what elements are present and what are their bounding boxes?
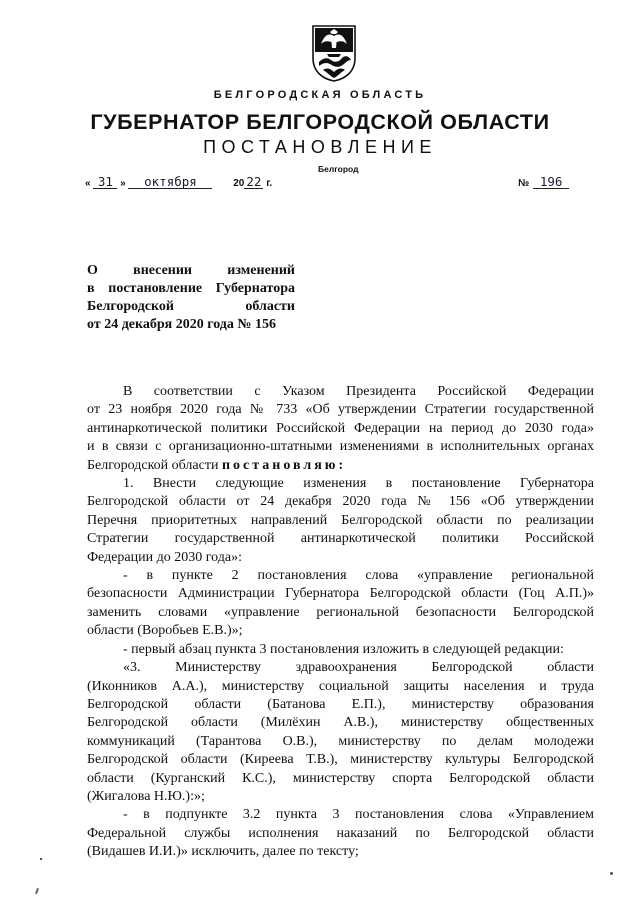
body-line: 1. Внести следующие изменения в постановление Губернатора [123, 476, 594, 492]
coat-of-arms-emblem [311, 24, 357, 82]
decree-word: постановляю: [221, 457, 347, 473]
region-heading: БЕЛГОРОДСКАЯ ОБЛАСТЬ [213, 89, 427, 101]
body-line: Федерации до 2030 года»: [87, 549, 242, 565]
document-subject [87, 262, 295, 334]
body-line: коммуникаций (Тарантова О.В.), министерству по делам молодежи [87, 733, 594, 749]
body-line: и в связи с организационно-штатными изменениями в исполнительных органах [87, 439, 594, 455]
date-open-quote: « [85, 178, 91, 189]
subject-line: в постановление Губернатора [87, 281, 295, 296]
date-close-quote: » [120, 178, 126, 189]
body-line: от 23 ноября 2020 года № 733 «Об утверждении Стратегии государственной [87, 402, 594, 418]
body-line: антинаркотической политики Российской Федерации на период до 2030 года» [87, 420, 594, 436]
date-day: 31 [93, 176, 117, 189]
date-year-unit: г. [266, 178, 273, 189]
body-line: «3. Министерству здравоохранения Белгородской области [123, 660, 594, 676]
body-line: Федеральной службы исполнения наказаний по Белгородской области [87, 825, 594, 841]
subject-line: О внесении изменений [87, 263, 295, 278]
body-line: Белгородской области от 24 декабря 2020 года № 156 «Об утверждении [87, 494, 594, 510]
body-line: - первый абзац пункта 3 постановления изложить в следующей редакции: [123, 641, 564, 657]
document-body [87, 383, 594, 862]
city-label: Белгород [318, 164, 359, 174]
body-line: Белгородской области (Киреева Т.В.), министерству культуры Белгородской [87, 752, 594, 768]
body-line: (Жигалова Н.Ю.):»; [87, 788, 205, 804]
number-value: 196 [533, 176, 569, 189]
body-line: В соответствии с Указом Президента Российской Федерации [123, 384, 594, 399]
subject-line: от 24 декабря 2020 года № 156 [87, 317, 276, 332]
body-line: Перечня приоритетных направлений Белгородской области по реализации [87, 512, 594, 528]
scan-speck [35, 888, 39, 894]
governor-heading: ГУБЕРНАТОР БЕЛГОРОДСКОЙ ОБЛАСТИ [90, 110, 550, 134]
body-line: Белгородской области (Милёхин А.В.), министерству общественных [87, 715, 594, 731]
body-line: Стратегии государственной антинаркотической политики Российской [87, 531, 594, 547]
body-line: Белгородской области (Батанова Е.П.), министерству образования [87, 696, 594, 712]
subject-line: Белгородской области [87, 299, 295, 314]
date-month: октября [128, 176, 212, 189]
body-line: заменить словами «управление региональной безопасности Белгородской [87, 604, 594, 620]
body-line: области (Воробьев Е.В.)»; [87, 623, 243, 639]
scan-speck [610, 872, 613, 875]
body-line: - в пункте 2 постановления слова «управление региональной [123, 568, 594, 584]
body-line: - в подпункте 3.2 пункта 3 постановления слова «Управлением [123, 807, 594, 823]
number-label: № [518, 178, 530, 189]
body-line: (Иконников А.А.), министерству социальной защиты населения и труда [87, 678, 594, 694]
date-year-suffix: 22 [246, 174, 262, 189]
body-line: области (Курганский К.С.), министерству спорта Белгородской области [87, 770, 594, 786]
date-line [85, 176, 272, 189]
document-type-heading: ПОСТАНОВЛЕНИЕ [203, 137, 437, 157]
body-line: безопасности Администрации Губернатора Белгородской области (Гоц А.П.)» [87, 586, 594, 602]
body-line [87, 457, 594, 475]
scan-speck [40, 858, 42, 860]
document-number [518, 176, 569, 189]
date-year-prefix: 20 [233, 178, 245, 189]
body-line-text: Белгородской области [87, 457, 219, 473]
body-line: (Видашев И.И.)» исключить, далее по тексту; [87, 844, 359, 860]
